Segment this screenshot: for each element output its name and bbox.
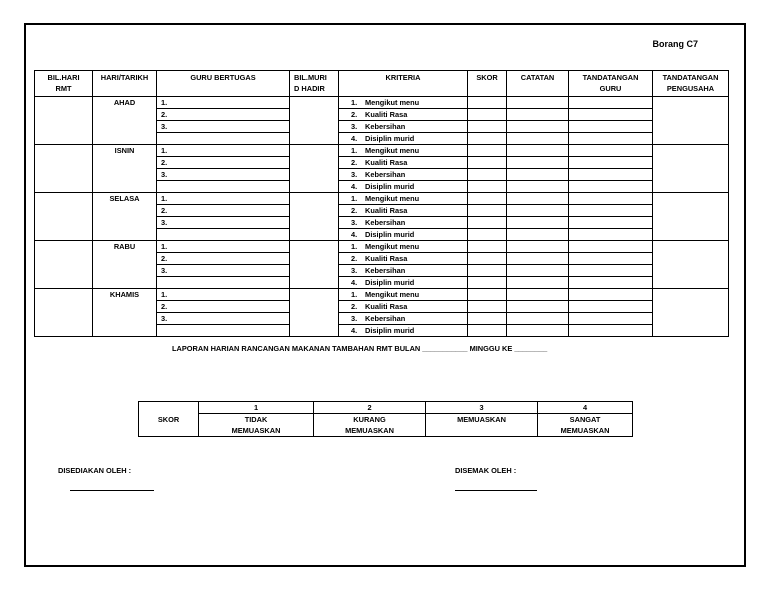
catatan-cell[interactable] — [507, 193, 569, 205]
criteria-cell — [339, 301, 468, 313]
criteria-label: Kualiti Rasa — [365, 158, 408, 167]
criteria-number: 2. — [351, 302, 358, 311]
tt-guru-cell[interactable] — [569, 289, 653, 301]
catatan-cell[interactable] — [507, 325, 569, 337]
bil-hari-cell[interactable] — [35, 289, 93, 337]
criteria-number: 4. — [351, 230, 358, 239]
criteria-number: 4. — [351, 278, 358, 287]
score-scale-table — [138, 401, 633, 437]
tt-guru-cell[interactable] — [569, 133, 653, 145]
scale-num-4: 4 — [538, 402, 633, 414]
guru-slot-cell[interactable]: 1. — [157, 241, 290, 253]
catatan-cell[interactable] — [507, 97, 569, 109]
form-code: Borang C7 — [652, 39, 698, 49]
skor-cell[interactable] — [468, 313, 507, 325]
rmt-report-table — [34, 70, 729, 337]
criteria-label: Kebersihan — [365, 122, 406, 131]
criteria-cell — [339, 145, 468, 157]
skor-cell[interactable] — [468, 145, 507, 157]
skor-cell[interactable] — [468, 301, 507, 313]
guru-slot-cell[interactable]: 2. — [157, 205, 290, 217]
scale-text-2: KURANG MEMUASKAN — [314, 414, 426, 437]
tt-guru-cell[interactable] — [569, 205, 653, 217]
criteria-number: 3. — [351, 122, 358, 131]
catatan-cell[interactable] — [507, 313, 569, 325]
criteria-label: Kualiti Rasa — [365, 206, 408, 215]
criteria-number: 4. — [351, 182, 358, 191]
scale-num-2: 2 — [314, 402, 426, 414]
table-row — [35, 145, 729, 157]
guru-slot-cell[interactable]: 2. — [157, 301, 290, 313]
skor-cell[interactable] — [468, 193, 507, 205]
tt-pengusaha-cell[interactable] — [653, 241, 729, 289]
tt-guru-cell[interactable] — [569, 277, 653, 289]
tt-guru-cell[interactable] — [569, 313, 653, 325]
prepared-by-signature-line[interactable] — [70, 490, 154, 491]
criteria-label: Kebersihan — [365, 314, 406, 323]
skor-cell[interactable] — [468, 109, 507, 121]
tt-guru-cell[interactable] — [569, 325, 653, 337]
criteria-number: 1. — [351, 146, 358, 155]
murid-hadir-cell[interactable] — [290, 289, 339, 337]
tt-guru-cell[interactable] — [569, 241, 653, 253]
catatan-cell[interactable] — [507, 217, 569, 229]
skor-cell[interactable] — [468, 325, 507, 337]
tt-pengusaha-cell[interactable] — [653, 289, 729, 337]
criteria-label: Kualiti Rasa — [365, 302, 408, 311]
criteria-cell — [339, 169, 468, 181]
header-catatan: CATATAN — [507, 71, 569, 97]
criteria-cell — [339, 193, 468, 205]
criteria-cell — [339, 313, 468, 325]
skor-cell[interactable] — [468, 265, 507, 277]
criteria-label: Kualiti Rasa — [365, 110, 408, 119]
tt-pengusaha-cell[interactable] — [653, 145, 729, 193]
tt-pengusaha-cell[interactable] — [653, 193, 729, 241]
report-caption: LAPORAN HARIAN RANCANGAN MAKANAN TAMBAHAN RMT BULAN ___________ MINGGU KE ________ — [172, 344, 548, 353]
catatan-cell[interactable] — [507, 289, 569, 301]
tt-guru-cell[interactable] — [569, 217, 653, 229]
scale-num-3: 3 — [426, 402, 538, 414]
catatan-cell[interactable] — [507, 157, 569, 169]
catatan-cell[interactable] — [507, 277, 569, 289]
criteria-cell — [339, 157, 468, 169]
criteria-label: Kualiti Rasa — [365, 254, 408, 263]
criteria-label: Mengikut menu — [365, 194, 420, 203]
skor-cell[interactable] — [468, 181, 507, 193]
guru-slot-cell[interactable]: 3. — [157, 265, 290, 277]
guru-slot-cell[interactable]: 3. — [157, 217, 290, 229]
criteria-number: 3. — [351, 266, 358, 275]
murid-hadir-cell[interactable] — [290, 97, 339, 145]
criteria-cell — [339, 181, 468, 193]
guru-slot-cell[interactable]: 3. — [157, 121, 290, 133]
criteria-cell — [339, 229, 468, 241]
skor-cell[interactable] — [468, 241, 507, 253]
criteria-number: 1. — [351, 290, 358, 299]
scale-num-1: 1 — [199, 402, 314, 414]
table-row — [35, 193, 729, 205]
skor-cell[interactable] — [468, 97, 507, 109]
criteria-label: Mengikut menu — [365, 146, 420, 155]
tt-guru-cell[interactable] — [569, 301, 653, 313]
checked-by-signature-line[interactable] — [455, 490, 537, 491]
scale-text-4: SANGAT MEMUASKAN — [538, 414, 633, 437]
criteria-cell — [339, 121, 468, 133]
catatan-cell[interactable] — [507, 241, 569, 253]
scale-text-3: MEMUASKAN — [426, 414, 538, 437]
prepared-by-label: DISEDIAKAN OLEH : — [58, 466, 132, 475]
criteria-cell — [339, 241, 468, 253]
catatan-cell[interactable] — [507, 205, 569, 217]
guru-slot-cell[interactable] — [157, 229, 290, 241]
criteria-label: Disiplin murid — [365, 134, 415, 143]
bil-hari-cell[interactable] — [35, 145, 93, 193]
tt-guru-cell[interactable] — [569, 253, 653, 265]
bil-hari-cell[interactable] — [35, 193, 93, 241]
catatan-cell[interactable] — [507, 265, 569, 277]
criteria-label: Mengikut menu — [365, 98, 420, 107]
tt-pengusaha-cell[interactable] — [653, 97, 729, 145]
criteria-number: 1. — [351, 194, 358, 203]
tt-guru-cell[interactable] — [569, 97, 653, 109]
tt-guru-cell[interactable] — [569, 157, 653, 169]
catatan-cell[interactable] — [507, 301, 569, 313]
guru-slot-cell[interactable]: 1. — [157, 289, 290, 301]
criteria-number: 2. — [351, 206, 358, 215]
guru-slot-cell[interactable]: 1. — [157, 193, 290, 205]
tt-guru-cell[interactable] — [569, 121, 653, 133]
criteria-cell — [339, 205, 468, 217]
criteria-label: Kebersihan — [365, 170, 406, 179]
guru-slot-cell[interactable] — [157, 277, 290, 289]
form-page — [24, 23, 746, 567]
tt-guru-cell[interactable] — [569, 109, 653, 121]
header-bil-hari: BIL.HARI RMT — [35, 71, 93, 97]
bil-hari-cell[interactable] — [35, 241, 93, 289]
guru-slot-cell[interactable] — [157, 133, 290, 145]
criteria-cell — [339, 325, 468, 337]
skor-cell[interactable] — [468, 133, 507, 145]
criteria-label: Disiplin murid — [365, 182, 415, 191]
criteria-number: 2. — [351, 158, 358, 167]
criteria-number: 3. — [351, 314, 358, 323]
tt-guru-cell[interactable] — [569, 229, 653, 241]
guru-slot-cell[interactable]: 1. — [157, 145, 290, 157]
guru-slot-cell[interactable]: 3. — [157, 169, 290, 181]
criteria-cell — [339, 253, 468, 265]
skor-cell[interactable] — [468, 217, 507, 229]
header-kriteria: KRITERIA — [339, 71, 468, 97]
criteria-number: 3. — [351, 218, 358, 227]
tt-guru-cell[interactable] — [569, 169, 653, 181]
guru-slot-cell[interactable]: 1. — [157, 97, 290, 109]
table-row — [35, 241, 729, 253]
criteria-cell — [339, 217, 468, 229]
scale-text-1: TIDAK MEMUASKAN — [199, 414, 314, 437]
criteria-cell — [339, 277, 468, 289]
skor-cell[interactable] — [468, 157, 507, 169]
criteria-cell — [339, 109, 468, 121]
criteria-number: 4. — [351, 326, 358, 335]
header-tt-pengusaha: TANDATANGAN PENGUSAHA — [653, 71, 729, 97]
header-hari: HARI/TARIKH — [93, 71, 157, 97]
guru-slot-cell[interactable]: 2. — [157, 109, 290, 121]
header-tt-guru: TANDATANGAN GURU — [569, 71, 653, 97]
criteria-number: 2. — [351, 110, 358, 119]
table-row — [35, 289, 729, 301]
criteria-cell — [339, 265, 468, 277]
tt-guru-cell[interactable] — [569, 265, 653, 277]
scale-label: SKOR — [139, 402, 199, 437]
skor-cell[interactable] — [468, 229, 507, 241]
criteria-label: Kebersihan — [365, 266, 406, 275]
guru-slot-cell[interactable]: 3. — [157, 313, 290, 325]
skor-cell[interactable] — [468, 253, 507, 265]
criteria-cell — [339, 97, 468, 109]
tt-guru-cell[interactable] — [569, 193, 653, 205]
table-row — [35, 97, 729, 109]
day-cell: KHAMIS — [93, 289, 157, 337]
day-cell: RABU — [93, 241, 157, 289]
catatan-cell[interactable] — [507, 169, 569, 181]
guru-slot-cell[interactable]: 2. — [157, 157, 290, 169]
criteria-number: 3. — [351, 170, 358, 179]
checked-by-label: DISEMAK OLEH : — [455, 466, 517, 475]
criteria-label: Disiplin murid — [365, 278, 415, 287]
skor-cell[interactable] — [468, 289, 507, 301]
criteria-number: 2. — [351, 254, 358, 263]
guru-slot-cell[interactable] — [157, 325, 290, 337]
catatan-cell[interactable] — [507, 253, 569, 265]
day-cell: SELASA — [93, 193, 157, 241]
skor-cell[interactable] — [468, 169, 507, 181]
tt-guru-cell[interactable] — [569, 145, 653, 157]
guru-slot-cell[interactable] — [157, 181, 290, 193]
murid-hadir-cell[interactable] — [290, 193, 339, 241]
murid-hadir-cell[interactable] — [290, 241, 339, 289]
criteria-label: Disiplin murid — [365, 326, 415, 335]
skor-cell[interactable] — [468, 205, 507, 217]
day-cell: ISNIN — [93, 145, 157, 193]
catatan-cell[interactable] — [507, 109, 569, 121]
skor-cell[interactable] — [468, 277, 507, 289]
catatan-cell[interactable] — [507, 133, 569, 145]
criteria-number: 1. — [351, 242, 358, 251]
criteria-number: 4. — [351, 134, 358, 143]
criteria-label: Kebersihan — [365, 218, 406, 227]
criteria-number: 1. — [351, 98, 358, 107]
criteria-cell — [339, 289, 468, 301]
criteria-label: Mengikut menu — [365, 290, 420, 299]
skor-cell[interactable] — [468, 121, 507, 133]
criteria-label: Mengikut menu — [365, 242, 420, 251]
catatan-cell[interactable] — [507, 229, 569, 241]
header-guru: GURU BERTUGAS — [157, 71, 290, 97]
murid-hadir-cell[interactable] — [290, 145, 339, 193]
header-murid: BIL.MURI D HADIR — [290, 71, 339, 97]
guru-slot-cell[interactable]: 2. — [157, 253, 290, 265]
catatan-cell[interactable] — [507, 181, 569, 193]
catatan-cell[interactable] — [507, 145, 569, 157]
criteria-label: Disiplin murid — [365, 230, 415, 239]
header-skor: SKOR — [468, 71, 507, 97]
tt-guru-cell[interactable] — [569, 181, 653, 193]
day-cell: AHAD — [93, 97, 157, 145]
bil-hari-cell[interactable] — [35, 97, 93, 145]
criteria-cell — [339, 133, 468, 145]
catatan-cell[interactable] — [507, 121, 569, 133]
